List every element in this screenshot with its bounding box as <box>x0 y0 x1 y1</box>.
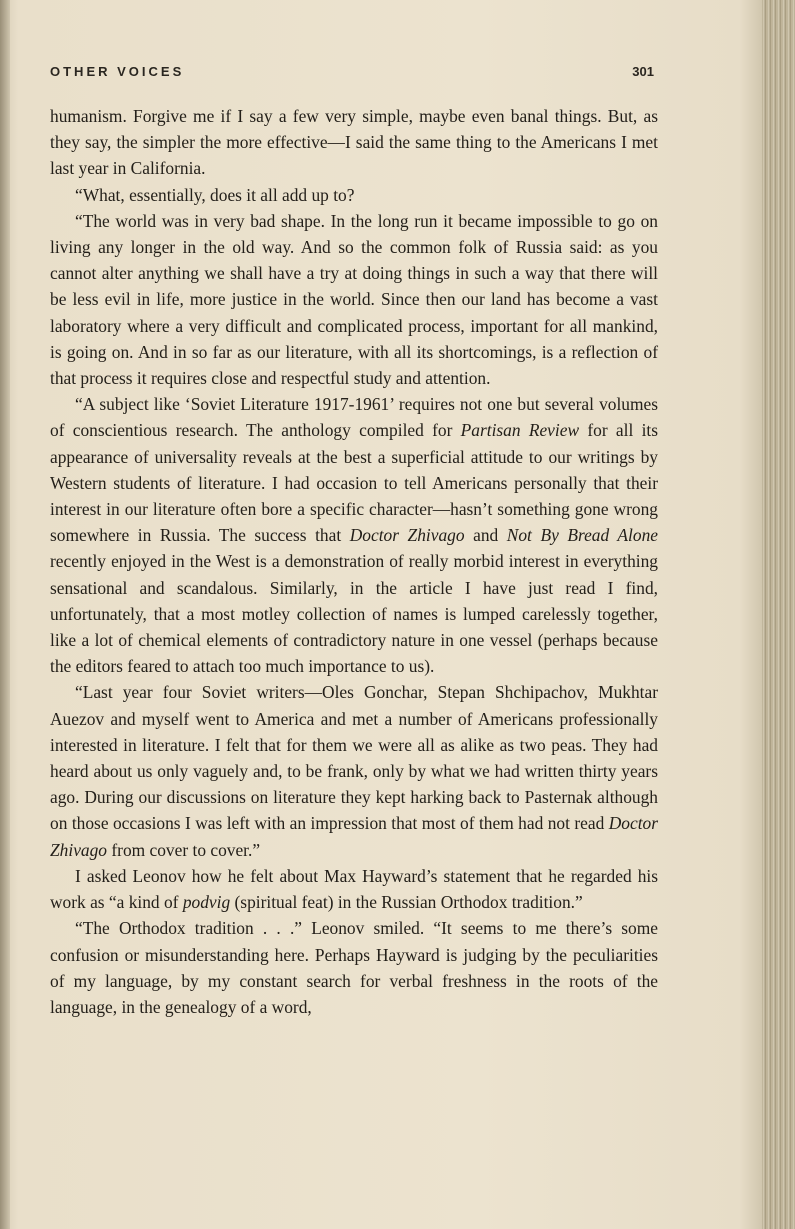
italic-title: Partisan Review <box>460 420 580 441</box>
paragraph <box>50 103 658 182</box>
text-run: “Last year four Soviet writers—Oles Gonchar, Stepan Shchipachov, Mukhtar Auezov and myself went to America and met a number of Americans professionally interested in literature. I felt that for them we were all as alike as two peas. They had heard about us only vaguely and, to be frank, only by what we had written thirty years ago. During our discussions on literature they kept harking back to Pasternak although on those occasions I was left with an impression that most of them had not read <box>50 682 658 834</box>
body-text <box>50 103 658 1020</box>
text-run: “The Orthodox tradition . . .” Leonov smiled. “It seems to me there’s some confusion or misunderstanding here. Perhaps Hayward is judging by the peculiarities of my language, by my constant search for verbal freshness in the roots of the language, in the genealogy of a word, <box>50 918 658 1017</box>
text-run: I asked Leonov how he felt about Max Hayward’s statement that he regarded his work as “a kind of <box>50 865 658 913</box>
running-head: OTHER VOICES <box>50 64 185 79</box>
page-header <box>50 64 654 84</box>
paragraph <box>50 915 658 1020</box>
italic-term: podvig <box>182 892 231 913</box>
paragraph <box>50 208 658 391</box>
text-run: for all its appearance of universality reveals at the best a superficial attitude to our writings by Western students of literature. I had occasion to tell Americans personally that their interest in our literature often bore a specific character—hasn’t something gone wrong somewhere in Russia. The success that <box>50 420 658 546</box>
paragraph <box>50 391 658 679</box>
paragraph <box>50 679 658 862</box>
italic-title: Not By Bread Alone <box>506 525 658 546</box>
text-run: humanism. Forgive me if I say a few very simple, maybe even banal things. But, as they say, the simpler the more effective—I said the same thing to the Americans I met last year in California. <box>50 106 658 179</box>
italic-title: Doctor Zhivago <box>50 813 658 860</box>
text-run: “A subject like ‘Soviet Literature 1917-1961’ requires not one but several volumes of conscientious research. The anthology compiled for <box>50 394 658 441</box>
text-run: “What, essentially, does it all add up to? <box>75 184 355 205</box>
text-run: (spiritual feat) in the Russian Orthodox tradition.” <box>230 892 583 913</box>
text-run: “The world was in very bad shape. In the long run it became impossible to go on living any longer in the old way. And so the common folk of Russia said: as you cannot alter anything we shall have a try at doing things in such a way that there will be less evil in life, more justice in the world. Since then our land has become a vast laboratory where a very difficult and complicated process, important for all mankind, is going on. And in so far as our literature, with all its shortcomings, is a reflection of that process it requires close and respectful study and attention. <box>50 210 658 389</box>
italic-title: Doctor Zhivago <box>349 525 465 546</box>
page-binding-shadow <box>0 0 10 1229</box>
text-run: from cover to cover.” <box>107 839 261 860</box>
paragraph <box>50 182 658 208</box>
text-run: recently enjoyed in the West is a demonstration of really morbid interest in everything sensational and scandalous. Similarly, in the article I have just read I find, unfortunately, that a most motley collection of names is lumped carelessly together, like a lot of chemical elements of contradictory nature in one vessel (perhaps because the editors feared to attach too much importance to us). <box>50 551 658 677</box>
text-run: and <box>464 525 507 546</box>
page-edges <box>762 0 795 1229</box>
paragraph <box>50 863 658 915</box>
page-number: 301 <box>632 64 654 79</box>
